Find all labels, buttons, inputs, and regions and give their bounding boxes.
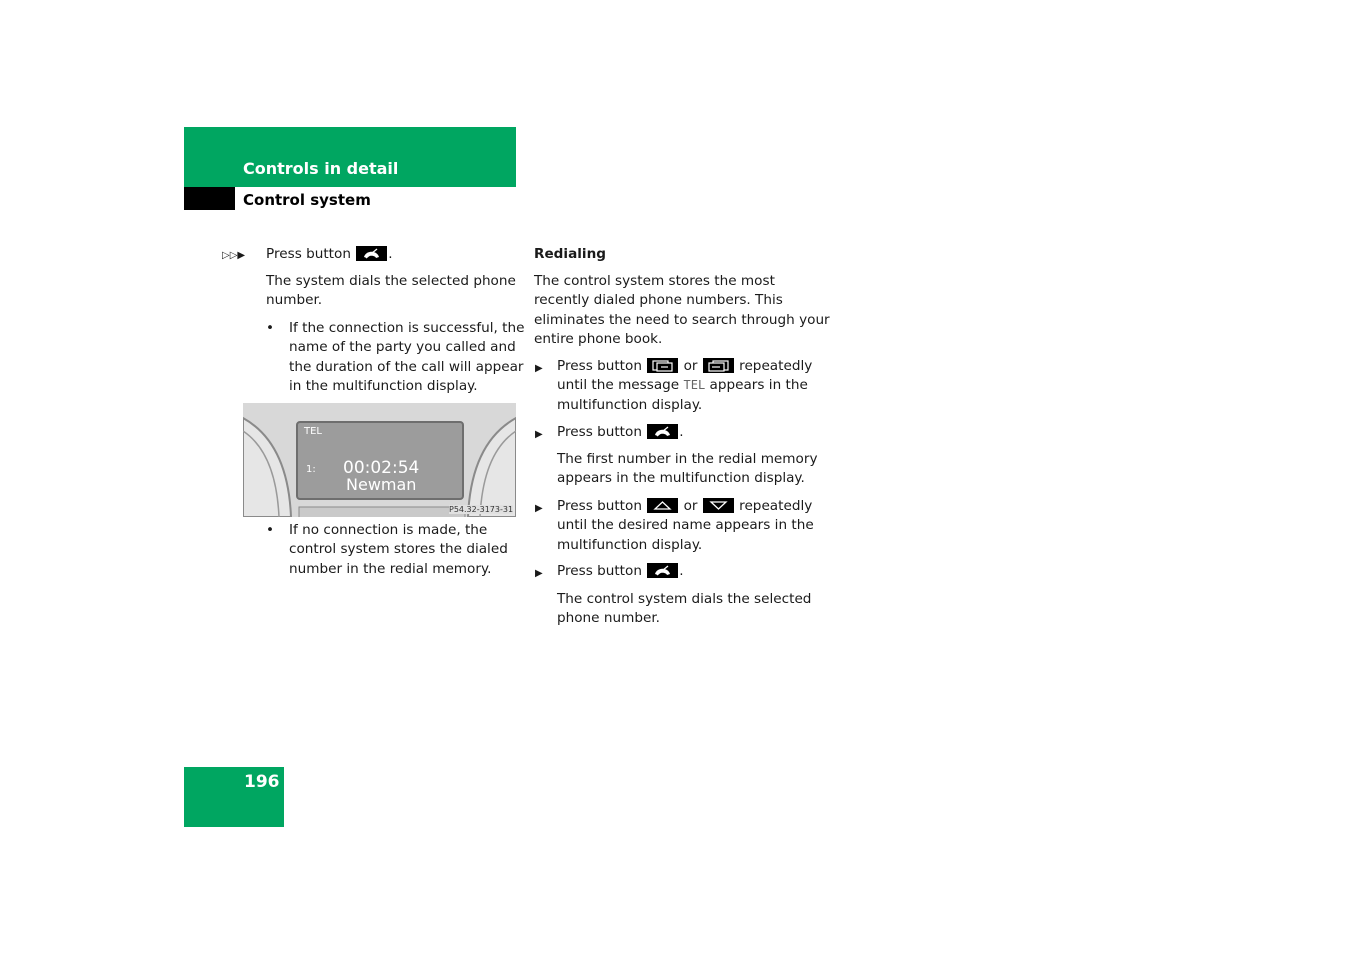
display-name: Newman (346, 475, 417, 494)
bullet-bullet1: • (266, 320, 275, 336)
section-title: Controls in detail (243, 159, 399, 178)
phone-send-icon (356, 246, 387, 261)
figure-code: P54.32-3173-31 (449, 505, 514, 514)
step-arrow-2: ▶ (535, 429, 543, 440)
display-back-icon (703, 358, 734, 373)
arrow-down-icon (703, 498, 734, 513)
page-number: 196 (244, 772, 280, 792)
multifunction-display-illustration (243, 403, 516, 517)
redialing-intro: The control system stores the most recently dialed phone numbers. This eliminates the need to search through your entire phone book. (534, 273, 830, 347)
result-first-number: The first number in the redial memory appears in the multifunction display. (557, 451, 818, 487)
step-press-send: Press button . (266, 246, 393, 262)
subsection-title: Control system (243, 191, 371, 209)
step-arrow-3: ▶ (535, 503, 543, 514)
phone-send-icon (647, 424, 678, 439)
result-text: The system dials the selected phone number. (266, 273, 516, 309)
continuation-marker: ▷▷▶ (222, 250, 246, 261)
display-time: 00:02:54 (343, 458, 420, 478)
display-entry: 1: (306, 464, 316, 475)
bullet-text-success: If the connection is successful, the name of the party you called and the duration of the call will appear in the multifunction display. (289, 320, 525, 394)
bullet-text-failure: If no connection is made, the control system stores the dialed number in the redial memory. (289, 522, 508, 577)
bullet-bullet2: • (266, 522, 275, 538)
step-press-send-2: Press button . (557, 424, 684, 440)
tel-message: TEL (683, 378, 706, 393)
step-select-tel: Press button or repeatedly until the message TEL appears in the multifunction display. (557, 358, 813, 413)
step-press-send-3: Press button . (557, 563, 684, 579)
display-label: TEL (304, 426, 322, 437)
step-arrow-4: ▶ (535, 568, 543, 579)
result-dials: The control system dials the selected phone number. (557, 591, 812, 627)
display-forward-icon (647, 358, 678, 373)
arrow-up-icon (647, 498, 678, 513)
header-bar (184, 127, 516, 187)
step-select-name: Press button or repeatedly until the desired name appears in the multifunction display. (557, 498, 814, 553)
section-marker (184, 187, 235, 210)
step-arrow-1: ▶ (535, 363, 543, 374)
redialing-heading: Redialing (534, 246, 606, 262)
phone-send-icon (647, 563, 678, 578)
